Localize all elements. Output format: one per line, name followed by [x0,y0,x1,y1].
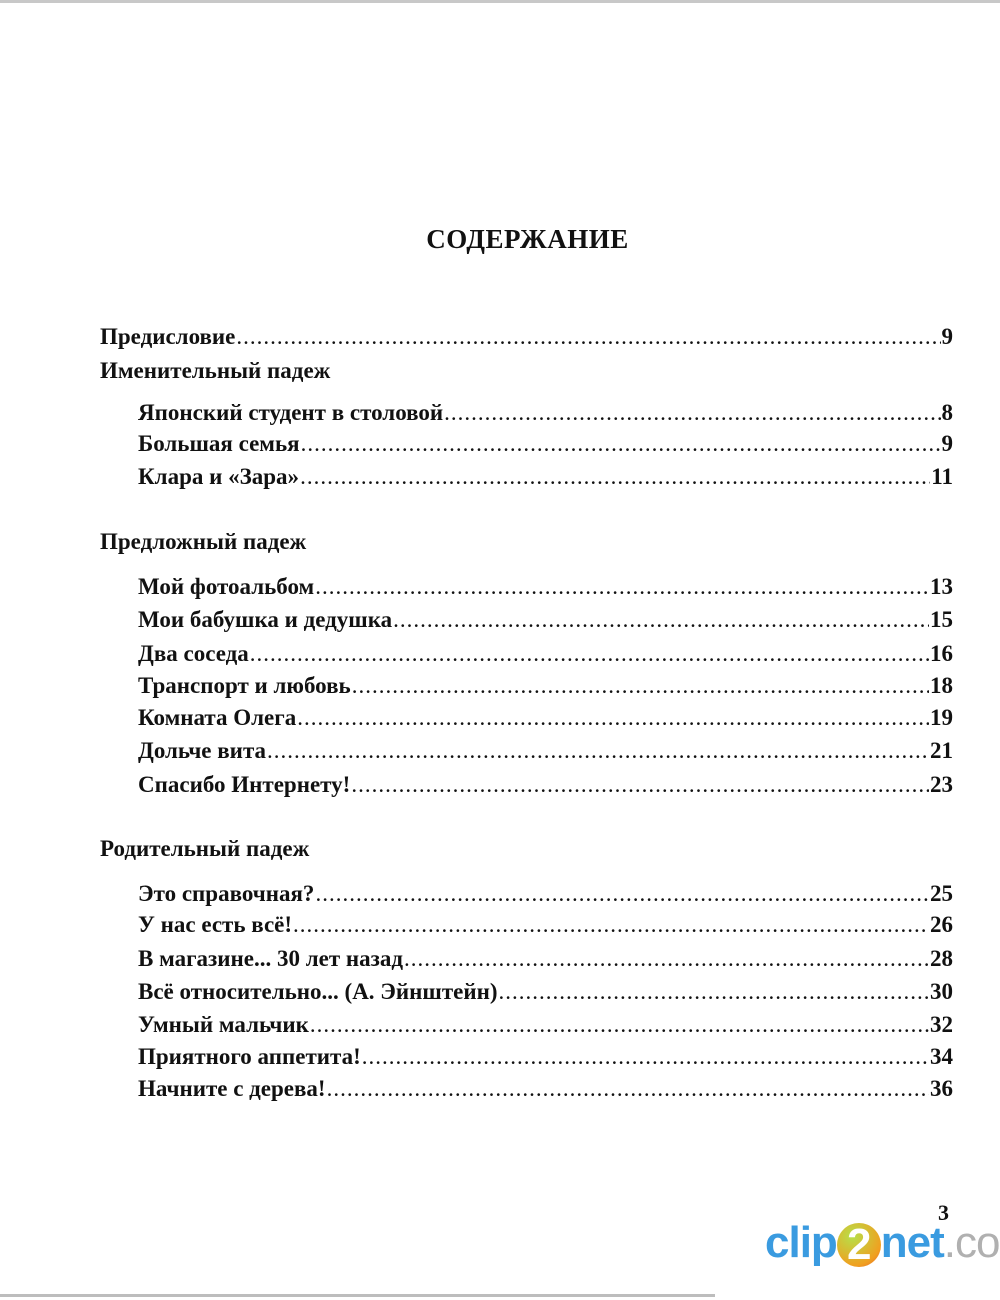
watermark-badge: 2 [837,1223,881,1267]
toc-entry[interactable] [138,639,953,669]
toc-entry-page: 25 [930,881,953,906]
dot-leader [444,398,940,428]
toc-entry[interactable] [138,703,953,733]
toc-entry-label: Предисловие [100,324,236,349]
toc-entry-page: 18 [930,673,953,698]
section-heading: Родительный падеж [100,836,310,861]
toc-entry-page: 15 [930,607,953,632]
toc-entry[interactable] [138,671,953,701]
toc-entry-label: Мои бабушка и дедушка [138,607,393,632]
toc-entry-page: 30 [930,979,953,1004]
toc-entry[interactable] [138,736,953,766]
toc-entry-label: Спасибо Интернету! [138,772,351,797]
toc-entry-label: Клара и «Зара» [138,464,300,489]
toc-entry-label: Комната Олега [138,705,297,730]
toc-entry-label: Транспорт и любовь [138,673,351,698]
dot-leader [362,1042,929,1072]
toc-entry-label: Начните с дерева! [138,1076,326,1101]
toc-entry[interactable] [138,879,953,909]
toc-entry[interactable] [138,1042,953,1072]
toc-entry[interactable] [138,1010,953,1040]
dot-leader [327,1074,929,1104]
section-heading: Предложный падеж [100,529,307,554]
watermark-text: net [880,1218,944,1267]
toc-entry-preface[interactable] [100,322,953,352]
watermark-text: .co [943,1218,1000,1267]
toc-entry[interactable] [138,1074,953,1104]
dot-leader [315,572,929,602]
toc-entry-page: 13 [930,574,953,599]
dot-leader [352,671,929,701]
toc-entry[interactable] [138,398,953,428]
toc-entry-label: В магазине... 30 лет назад [138,946,404,971]
dot-leader [293,910,929,940]
toc-entry[interactable] [138,910,953,940]
toc-entry[interactable] [138,977,953,1007]
toc-entry-page: 32 [930,1012,953,1037]
toc-entry-label: Мой фотоальбом [138,574,315,599]
toc-entry-page: 21 [930,738,953,763]
toc-entry-label: Дольче вита [138,738,267,763]
dot-leader [267,736,929,766]
toc-entry-page: 26 [930,912,953,937]
toc-entry-label: Всё относительно... (А. Эйнштейн) [138,979,498,1004]
watermark-text: clip [765,1218,837,1267]
toc-entry-label: Это справочная? [138,881,315,906]
toc-entry-page: 8 [941,400,953,425]
toc-entry-label: Умный мальчик [138,1012,309,1037]
dot-leader [404,944,929,974]
toc-entry[interactable] [138,462,953,492]
toc-entry-label: Два соседа [138,641,249,666]
toc-entry-page: 16 [930,641,953,666]
toc-entry-page: 36 [930,1076,953,1101]
dot-leader [499,977,930,1007]
toc-entry[interactable] [138,605,953,635]
dot-leader [300,462,930,492]
section-heading: Именительный падеж [100,358,331,383]
toc-entry-page: 34 [930,1044,953,1069]
toc-entry-page: 11 [931,464,953,489]
dot-leader [393,605,929,635]
dot-leader [236,322,940,352]
toc-entry[interactable] [138,944,953,974]
toc-entry[interactable] [138,572,953,602]
dot-leader [315,879,929,909]
page-top-border [0,0,1000,3]
toc-entry[interactable] [138,429,953,459]
page-title: СОДЕРЖАНИЕ [426,224,629,254]
dot-leader [297,703,929,733]
toc-entry-page: 9 [941,324,953,349]
toc-entry-label: Японский студент в столовой [138,400,444,425]
dot-leader [351,770,929,800]
toc-entry-label: У нас есть всё! [138,912,293,937]
toc-entry-page: 19 [930,705,953,730]
page-bottom-border [0,1294,715,1297]
toc-entry[interactable] [138,770,953,800]
dot-leader [250,639,929,669]
dot-leader [310,1010,929,1040]
toc-entry-page: 9 [941,431,953,456]
dot-leader [301,429,941,459]
toc-entry-label: Приятного аппетита! [138,1044,361,1069]
toc-entry-page: 28 [930,946,953,971]
toc-entry-page: 23 [930,772,953,797]
clip2net-watermark-logo [765,1218,1000,1268]
page-number: 3 [938,1200,949,1225]
toc-entry-label: Большая семья [138,431,300,456]
